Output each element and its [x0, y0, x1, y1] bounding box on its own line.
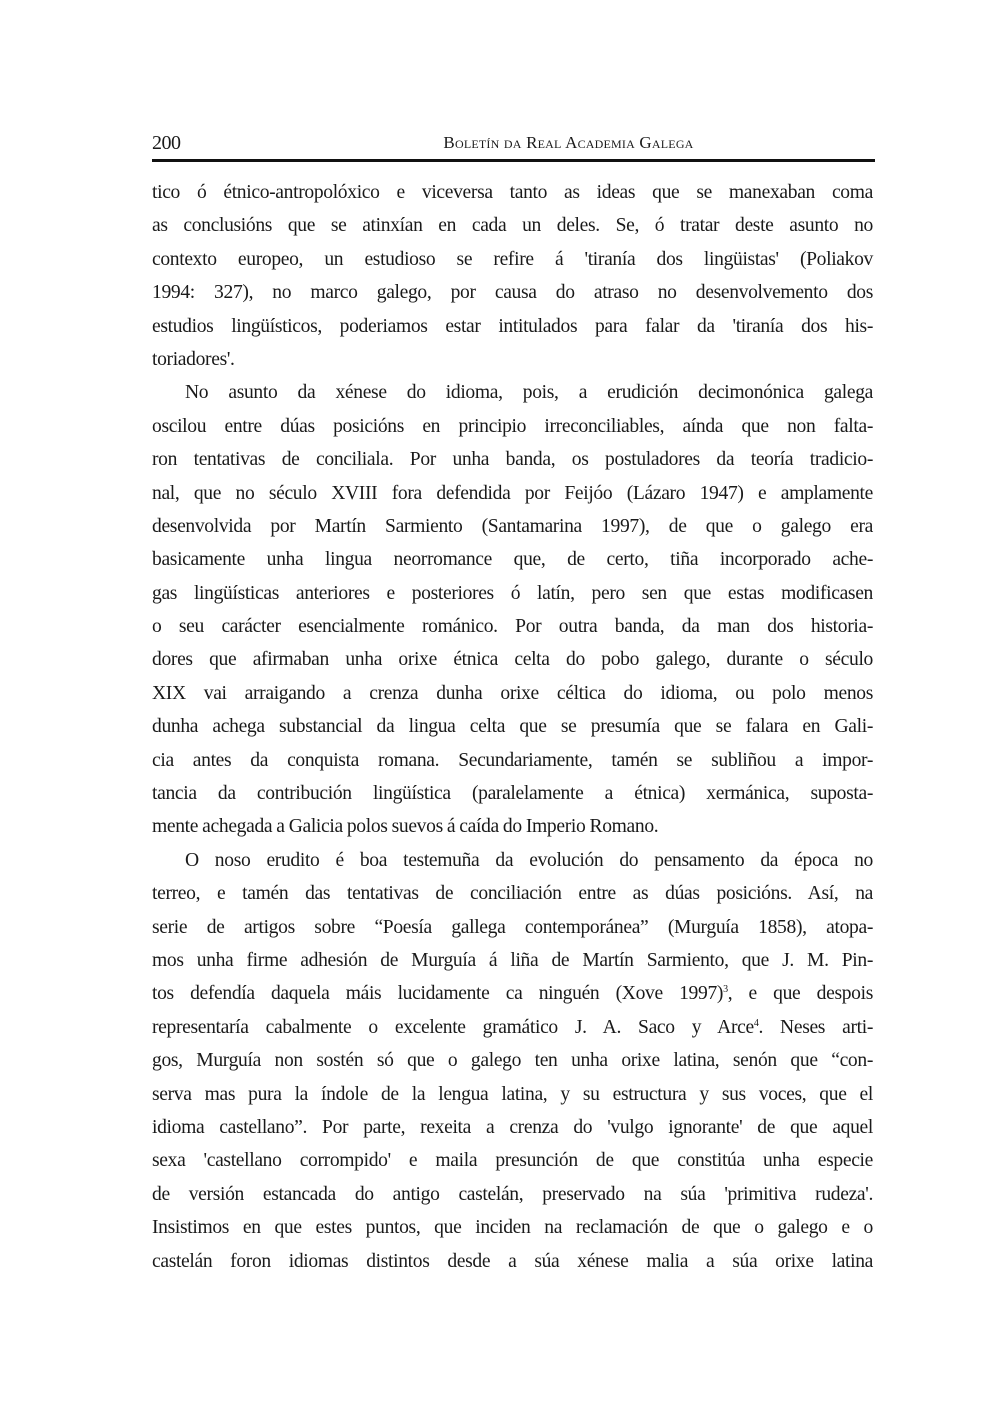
footnote-ref-4[interactable]: 4: [753, 1017, 759, 1029]
text-line: mente achegada a Galicia polos suevos á caída do Imperio Romano.: [152, 816, 659, 838]
text-line: desenvolvida por Martín Sarmiento (Santamarina 1997), de que o galego era: [152, 515, 873, 537]
text-line: gos, Murguía non sostén só que o galego ten unha orixe latina, senón que “con-: [152, 1050, 873, 1072]
text-line: cia antes da conquista romana. Secundariamente, tamén se subliñou a impor-: [152, 749, 873, 771]
text-line: o seu carácter esencialmente románico. Por outra banda, da man dos historia-: [152, 616, 873, 638]
text-line: mos unha firme adhesión de Murguía á liña de Martín Sarmiento, que J. M. Pin-: [152, 949, 873, 971]
text-line: serva mas pura la índole de la lengua latina, y su estructura y sus voces, que el: [152, 1083, 873, 1105]
running-header: [152, 130, 875, 158]
text-segment: representaría cabalmente o excelente gramático J. A. Saco y Arce: [152, 1016, 754, 1038]
text-line: basicamente unha lingua neorromance que, de certo, tiña incorporado ache-: [152, 549, 873, 571]
text-line: castelán foron idiomas distintos desde a súa xénese malia a súa orixe latina: [152, 1250, 873, 1272]
running-title: Boletín da Real Academia Galega: [443, 133, 694, 152]
text-line: XIX vai arraigando a crenza dunha orixe céltica do idioma, ou polo menos: [152, 682, 873, 704]
text-line: dunha achega substancial da lingua celta que se presumía que se falara en Gali-: [152, 716, 873, 738]
text-line: No asunto da xénese do idioma, pois, a erudición decimonónica galega: [185, 382, 873, 404]
footnote-ref-3[interactable]: 3: [723, 984, 728, 996]
text-line: de versión estancada do antigo castelán, preservado na súa 'primitiva rudeza'.: [152, 1183, 873, 1205]
text-line: toriadores'.: [152, 348, 235, 370]
text-line: terreo, e tamén das tentativas de conciliación entre as dúas posicións. Así, na: [152, 883, 873, 905]
paragraph-2: [152, 376, 873, 843]
text-line: sexa 'castellano corrompido' e maila presunción de que constitúa unha especie: [152, 1150, 873, 1172]
text-line: [152, 977, 873, 1010]
page-number: 200: [152, 132, 181, 154]
text-line: serie de artigos sobre “Poesía gallega contemporánea” (Murguía 1858), atopa-: [152, 916, 873, 938]
text-line: tico ó étnico-antropolóxico e viceversa tanto as ideas que se manexaban coma: [152, 182, 873, 203]
paragraph-3: [152, 844, 873, 1278]
text-line: ron tentativas de conciliala. Por unha banda, os postuladores da teoría tradicio-: [152, 449, 873, 471]
text-line: dores que afirmaban unha orixe étnica celta do pobo galego, durante o século: [152, 649, 873, 671]
text-line: contexto europeo, un estudioso se refire á 'tiranía dos lingüistas' (Poliakov: [152, 248, 873, 270]
text-segment: tos defendía daquela máis lucidamente ca ninguén (Xove 1997): [152, 983, 724, 1005]
text-segment: . Neses arti-: [758, 1016, 873, 1038]
text-line: nal, que no século XVIII fora defendida por Feijóo (Lázaro 1947) e amplamente: [152, 482, 873, 504]
text-line: as conclusións que se atinxían en cada un deles. Se, ó tratar deste asunto no: [152, 215, 873, 237]
text-line: 1994: 327), no marco galego, por causa do atraso no desenvolvemento dos: [152, 282, 873, 304]
text-line: gas lingüísticas anteriores e posteriores ó latín, pero sen que estas modificasen: [152, 582, 873, 604]
paragraph-1: [152, 176, 873, 376]
text-line: estudios lingüísticos, poderiamos estar intitulados para falar da 'tiranía dos his-: [152, 315, 873, 337]
text-line: tancia da contribución lingüística (paralelamente a étnica) xermánica, suposta-: [152, 783, 873, 805]
body-text: [152, 176, 873, 1278]
header-rule: [152, 159, 875, 162]
text-line: idioma castellano”. Por parte, rexeita a crenza do 'vulgo ignorante' de que aquel: [152, 1116, 873, 1138]
text-line: O noso erudito é boa testemuña da evolución do pensamento da época no: [185, 849, 873, 871]
text-segment: , e que despois: [727, 983, 873, 1005]
text-line: [152, 1011, 873, 1044]
text-line: Insistimos en que estes puntos, que inciden na reclamación de que o galego e o: [152, 1217, 873, 1239]
text-line: oscilou entre dúas posicións en principio irreconciliables, aínda que non falta-: [152, 415, 873, 437]
